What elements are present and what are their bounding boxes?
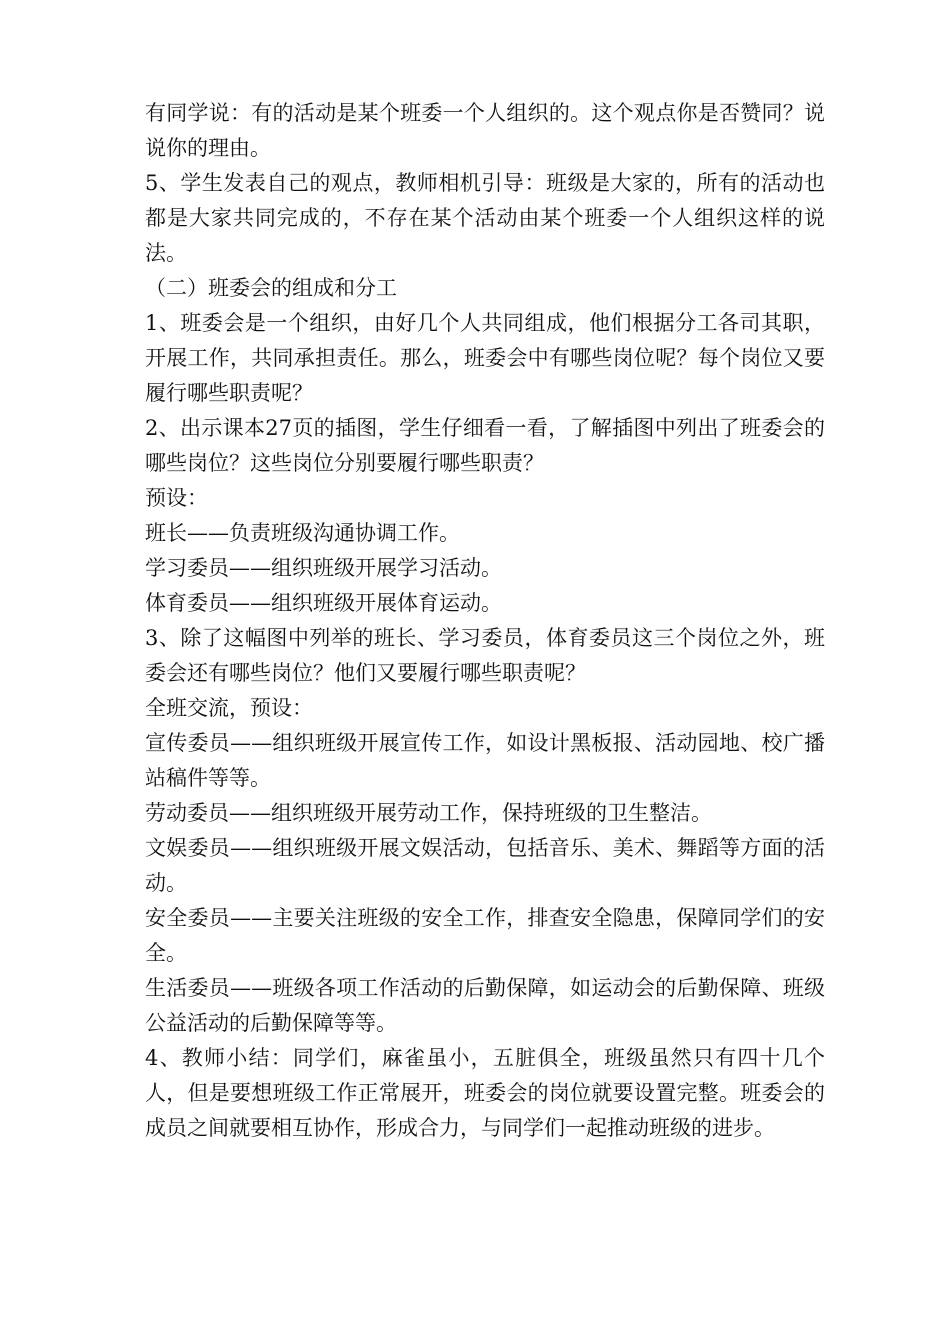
class-discussion-label: 全班交流，预设： <box>145 696 313 720</box>
paragraph-step-3: 3、除了这幅图中列举的班长、学习委员，体育委员这三个岗位之外，班委会还有哪些岗位？他们又要履行哪些职责呢？ <box>145 626 825 685</box>
role-publicity-committee: 宣传委员——组织班级开展宣传工作，如设计黑板报、活动园地、校广播站稿件等等。 <box>145 731 825 790</box>
role-safety-committee: 安全委员——主要关注班级的安全工作，排查安全隐患，保障同学们的安全。 <box>145 906 825 965</box>
paragraph-step-2: 2、出示课本27页的插图，学生仔细看一看，了解插图中列出了班委会的哪些岗位？这些岗位分别要履行哪些职责？ <box>145 416 825 475</box>
role-life-committee: 生活委员——班级各项工作活动的后勤保障，如运动会的后勤保障、班级公益活动的后勤保障等等。 <box>145 976 825 1035</box>
paragraph-step-1: 1、班委会是一个组织，由好几个人共同组成，他们根据分工各司其职，开展工作，共同承担责任。那么，班委会中有哪些岗位呢？每个岗位又要履行哪些职责呢？ <box>145 311 825 405</box>
role-monitor: 班长——负责班级沟通协调工作。 <box>145 521 460 545</box>
role-study-committee: 学习委员——组织班级开展学习活动。 <box>145 556 502 580</box>
role-labor-committee: 劳动委员——组织班级开展劳动工作，保持班级的卫生整洁。 <box>145 801 712 825</box>
document-body <box>145 96 825 1146</box>
paragraph-opinion-question: 有同学说：有的活动是某个班委一个人组织的。这个观点你是否赞同？说说你的理由。 <box>145 101 825 160</box>
preset-label: 预设： <box>145 486 208 510</box>
paragraph-teacher-summary: 4、教师小结：同学们，麻雀虽小，五脏俱全，班级虽然只有四十几个人，但是要想班级工作正常展开，班委会的岗位就要设置完整。班委会的成员之间就要相互协作，形成合力，与同学们一起推动班级的进步。 <box>145 1046 825 1140</box>
role-entertainment-committee: 文娱委员——组织班级开展文娱活动，包括音乐、美术、舞蹈等方面的活动。 <box>145 836 825 895</box>
role-sports-committee: 体育委员——组织班级开展体育运动。 <box>145 591 502 615</box>
section-heading-committee: （二）班委会的组成和分工 <box>145 276 397 300</box>
paragraph-step-5: 5、学生发表自己的观点，教师相机引导：班级是大家的，所有的活动也都是大家共同完成的，不存在某个活动由某个班委一个人组织这样的说法。 <box>145 171 825 265</box>
